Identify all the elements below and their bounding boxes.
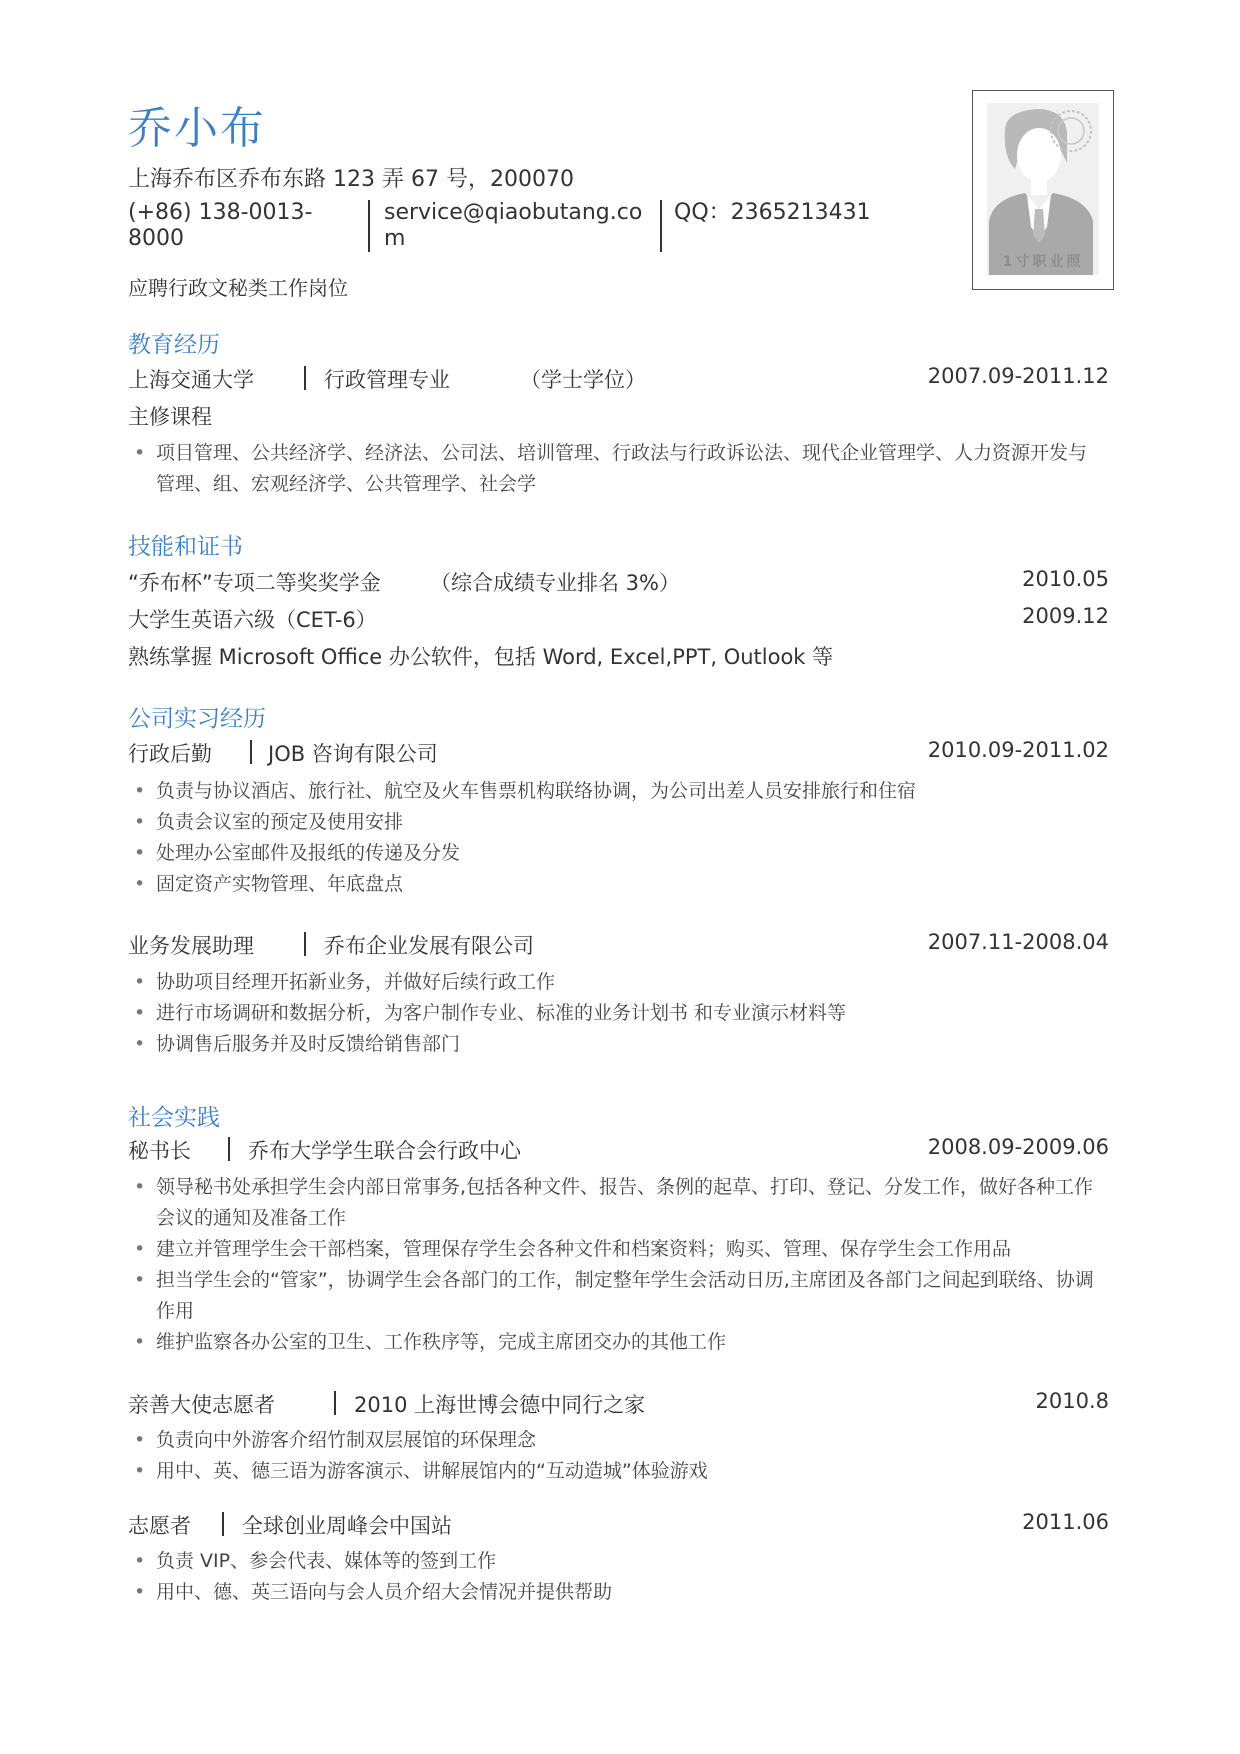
job-org: 全球创业周峰会中国站 xyxy=(242,1514,452,1538)
list-item: • 担当学生会的“管家”，协调学生会各部门的工作，制定整年学生会活动日历,主席团及各部门之间起到联络、协调作用 xyxy=(128,1265,1103,1327)
section-title-social: 社会实践 xyxy=(128,1105,220,1131)
skill-row xyxy=(128,641,1109,671)
list-item: • 建立并管理学生会干部档案，管理保存学生会各种文件和档案资料；购买、管理、保存学生会工作用品 xyxy=(128,1234,1103,1265)
list-item: • 负责向中外游客介绍竹制双层展馆的环保理念 xyxy=(128,1425,1103,1456)
school: 上海交通大学 xyxy=(128,368,254,392)
job-duties xyxy=(128,776,1103,900)
photo-frame xyxy=(987,103,1099,275)
job-role: 秘书长 xyxy=(128,1139,191,1163)
divider xyxy=(222,1512,224,1536)
job-org: 乔布大学学生联合会行政中心 xyxy=(248,1139,521,1163)
photo-caption: 1寸职业照 xyxy=(1002,254,1084,270)
job-org: JOB 咨询有限公司 xyxy=(268,742,438,766)
list-item: • 负责会议室的预定及使用安排 xyxy=(128,807,1103,838)
job-row xyxy=(128,1510,1109,1540)
skill-note: （综合成绩专业排名 3%） xyxy=(430,571,680,595)
divider xyxy=(228,1137,230,1161)
list-item: • 进行市场调研和数据分析，为客户制作专业、标准的业务计划书 和专业演示材料等 xyxy=(128,998,1103,1029)
section-title-internship: 公司实习经历 xyxy=(128,706,266,732)
divider xyxy=(660,200,662,252)
skill-row xyxy=(128,567,1109,597)
list-item: • 协助项目经理开拓新业务，并做好后续行政工作 xyxy=(128,967,1103,998)
job-duties xyxy=(128,967,1103,1060)
job-row xyxy=(128,1135,1109,1165)
job-date: 2010.8 xyxy=(1035,1389,1109,1413)
job-duties xyxy=(128,1546,1103,1608)
list-item: • 领导秘书处承担学生会内部日常事务,包括各种文件、报告、条例的起草、打印、登记、分发工作，做好各种工作会议的通知及准备工作 xyxy=(128,1172,1103,1234)
list-item: • 维护监察各办公室的卫生、工作秩序等，完成主席团交办的其他工作 xyxy=(128,1327,1103,1358)
job-row xyxy=(128,738,1109,768)
skill-date: 2010.05 xyxy=(1022,567,1109,591)
candidate-name: 乔小布 xyxy=(128,103,266,154)
job-date: 2008.09-2009.06 xyxy=(927,1135,1109,1159)
job-objective: 应聘行政文秘类工作岗位 xyxy=(128,276,348,300)
address: 上海乔布区乔布东路 123 弄 67 号，200070 xyxy=(128,167,574,192)
job-org: 乔布企业发展有限公司 xyxy=(324,934,534,958)
skill-name: “乔布杯”专项二等奖奖学金 xyxy=(128,571,381,595)
list-item: • 项目管理、公共经济学、经济法、公司法、培训管理、行政法与行政诉讼法、现代企业管理学、人力资源开发与管理、组、宏观经济学、公共管理学、社会学 xyxy=(128,438,1103,500)
courses-title: 主修课程 xyxy=(128,405,212,429)
divider xyxy=(304,932,306,956)
job-role: 志愿者 xyxy=(128,1514,191,1538)
phone: (+86) 138-0013-8000 xyxy=(128,200,313,251)
degree: （学士学位） xyxy=(520,368,646,392)
job-date: 2010.09-2011.02 xyxy=(927,738,1109,762)
list-item: • 负责 VIP、参会代表、媒体等的签到工作 xyxy=(128,1546,1103,1577)
list-item: • 用中、德、英三语向与会人员介绍大会情况并提供帮助 xyxy=(128,1577,1103,1608)
divider xyxy=(304,366,306,390)
job-role: 亲善大使志愿者 xyxy=(128,1393,275,1417)
list-item: • 固定资产实物管理、年底盘点 xyxy=(128,869,1103,900)
job-duties xyxy=(128,1425,1103,1487)
section-title-education: 教育经历 xyxy=(128,332,220,358)
job-org: 2010 上海世博会德中同行之家 xyxy=(354,1393,646,1417)
person-silhouette-icon xyxy=(987,103,1099,275)
profile-photo xyxy=(972,90,1114,290)
education-date: 2007.09-2011.12 xyxy=(927,364,1109,388)
job-duties xyxy=(128,1172,1103,1358)
email: service@qiaobutang.com xyxy=(384,200,643,251)
job-row xyxy=(128,1389,1109,1419)
courses-list xyxy=(128,438,1103,500)
major: 行政管理专业 xyxy=(324,368,450,392)
divider xyxy=(250,740,252,764)
skill-name: 大学生英语六级（CET-6） xyxy=(128,608,377,632)
education-row xyxy=(128,364,1109,394)
job-date: 2007.11-2008.04 xyxy=(927,930,1109,954)
job-row xyxy=(128,930,1109,960)
list-item: • 处理办公室邮件及报纸的传递及分发 xyxy=(128,838,1103,869)
list-item: • 负责与协议酒店、旅行社、航空及火车售票机构联络协调，为公司出差人员安排旅行和住宿 xyxy=(128,776,1103,807)
qq: QQ：2365213431 xyxy=(674,200,871,225)
job-role: 行政后勤 xyxy=(128,742,212,766)
divider xyxy=(368,200,370,252)
divider xyxy=(334,1391,336,1415)
skill-date: 2009.12 xyxy=(1022,604,1109,628)
job-date: 2011.06 xyxy=(1022,1510,1109,1534)
section-title-skills: 技能和证书 xyxy=(128,534,243,560)
skill-name: 熟练掌握 Microsoft Office 办公软件，包括 Word, Excel,PPT, Outlook 等 xyxy=(128,645,834,669)
skill-row xyxy=(128,604,1109,634)
list-item: • 协调售后服务并及时反馈给销售部门 xyxy=(128,1029,1103,1060)
job-role: 业务发展助理 xyxy=(128,934,254,958)
list-item: • 用中、英、德三语为游客演示、讲解展馆内的“互动造城”体验游戏 xyxy=(128,1456,1103,1487)
